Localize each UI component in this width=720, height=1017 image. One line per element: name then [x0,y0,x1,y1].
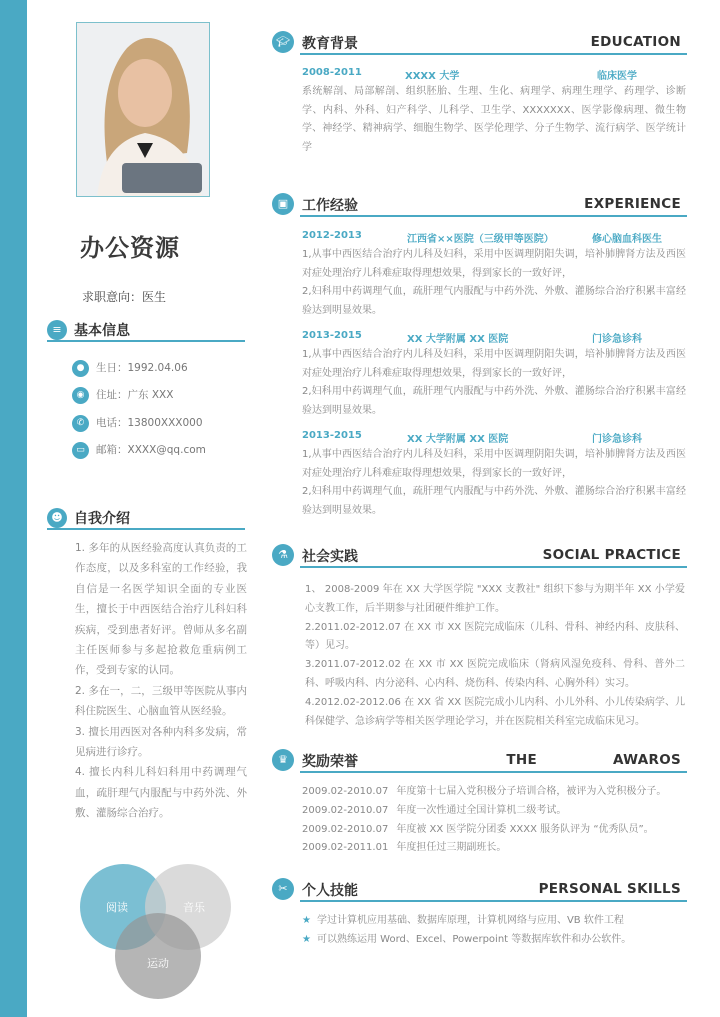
education-courses: 系统解剖、局部解剖、组织胚胎、生理、生化、病理学、病理生理学、药理学、诊断学、内科、外科、妇产科学、儿科学、卫生学、XXXXXXX、医学影像病理、微生物学、神经学、精神病学、细胞生物学、医学伦理学、分子生物学、流行病学、医学统计学 [302,86,686,153]
award-date: 2009.02-2010.07 [302,804,389,816]
award-item [302,821,687,840]
education-school: XXXX 大学 [405,71,460,82]
job-org: XX 大学附属 XX 医院 [407,434,509,445]
info-label: 住址：广东 XXX [96,389,174,401]
award-date: 2009.02-2011.01 [302,842,389,854]
job-role: 修心脑血科医生 [592,234,662,245]
social-item: 4.2012.02-2012.06 在 XX 省 XX 医院完成小儿内科、小儿外科、小儿传染病学、儿科保健学、急诊病学等相关医学理论学习，并在医院相关科室完成临床见习。 [305,696,685,727]
job-entry [302,230,687,320]
hobbies-venn [47,864,247,1014]
social-list [305,581,685,731]
self-intro-text [75,538,247,824]
job-period: 2013-2015 [302,430,362,441]
award-item [302,802,687,821]
job-org: XX 大学附属 XX 医院 [407,334,509,345]
experience-title: 工作经验 [302,198,358,214]
education-body [302,67,687,157]
mail-icon: ▭ [72,442,89,459]
hobby-reading: 阅读 [80,864,166,950]
candidate-name: 办公资源 [80,234,180,262]
graduation-cap-icon: 🎓︎ [272,31,294,53]
self-intro-title: 自我介绍 [74,511,130,527]
skill-text: 学过计算机应用基础、数据库原理，计算机网络与应用、VB 软件工程 [316,914,624,926]
skills-title: 个人技能 [302,882,358,899]
skills-title-en: PERSONAL SKILLS [538,880,681,897]
award-list [302,783,687,857]
award-text: 年度第十七届入党积极分子培训合格，被评为入党积极分子。 [396,786,667,798]
social-item: 3.2011.07-2012.02 在 XX 市 XX 医院完成临床（肾病风湿免疫科、骨科、普外二科、呼吸内科、内分泌科、心内科、烧伤科、传染内科、心胸外科）实习。 [305,659,685,689]
hobby-sports: 运动 [115,913,201,999]
job-role: 门诊急诊科 [592,434,642,445]
award-text: 年度被 XX 医学院分团委 XXXX 服务队评为 “优秀队员”。 [396,823,654,835]
header-divider [300,900,687,902]
phone-icon: ✆ [72,415,89,432]
header-divider [300,566,687,568]
job-org: 江西省××医院（三级甲等医院） [407,234,554,245]
info-label: 生日：1992.04.06 [96,362,188,374]
header-divider [300,215,687,217]
awards-title-en: AWAROS [613,752,681,769]
social-title-en: SOCIAL PRACTICE [542,547,681,563]
experience-title-en: EXPERIENCE [584,196,681,212]
info-label: 电话：13800XXX000 [96,417,203,429]
briefcase-icon: ▣ [272,193,294,215]
right-column [272,31,687,949]
job-duty: 1,从事中西医结合治疗内儿科及妇科，采用中医调理阴阳失调，培补肺脾肾方法及西医对症处理治疗儿科难症取得理想效果，得到家长的一致好评， [302,249,686,279]
education-row [302,67,687,83]
job-row [302,230,687,246]
basic-info-title: 基本信息 [74,323,130,339]
skill-item [302,911,687,930]
job-duty: 1,从事中西医结合治疗内儿科及妇科，采用中医调理阴阳失调，培补肺脾肾方法及西医对症处理治疗儿科难症取得理想效果，得到家长的一致好评， [302,349,686,379]
award-item [302,783,687,802]
skill-list [302,911,687,949]
job-entry [302,330,687,420]
person-icon: ● [72,360,89,377]
location-icon: ◉ [72,387,89,404]
education-major: 临床医学 [597,71,637,82]
job-role: 门诊急诊科 [592,334,642,345]
basic-info-header [47,320,245,342]
education-title-en: EDUCATION [590,34,681,50]
hobby-music: 音乐 [145,864,231,950]
job-intent: 求职意向：医生 [82,290,167,304]
education-period: 2008-2011 [302,67,362,78]
trophy-icon: ♛ [272,749,294,771]
job-duty: 1,从事中西医结合治疗内儿科及妇科，采用中医调理阴阳失调，培补肺脾肾方法及西医对症处理治疗儿科难症取得理想效果，得到家长的一致好评， [302,449,686,479]
star-icon: ★ [302,933,311,945]
experience-body [302,230,687,520]
job-period: 2013-2015 [302,330,362,341]
award-date: 2009.02-2010.07 [302,786,389,798]
experience-header [272,193,687,217]
self-intro-paragraph: 2. 多在一，二，三级甲等医院从事内科住院医生、心脑血管从医经验。 [75,684,247,718]
social-title: 社会实践 [302,549,358,565]
flask-icon: ⚗ [272,544,294,566]
awards-title-en: THE [506,752,537,769]
users-icon: ☻ [47,508,67,528]
info-label: 邮箱：XXXX@qq.com [96,444,206,456]
info-phone [72,414,203,432]
job-period: 2012-2013 [302,230,362,241]
job-description [302,246,686,320]
info-email [72,441,206,459]
header-divider [300,771,687,773]
info-address [72,386,173,404]
self-intro-header [47,508,245,530]
info-birthday [72,359,188,377]
job-row [302,430,687,446]
skill-item [302,930,687,949]
social-header [272,544,687,568]
left-lower-column [47,508,247,1014]
job-entry [302,430,687,520]
job-row [302,330,687,346]
award-date: 2009.02-2010.07 [302,823,389,835]
profile-photo [76,22,210,197]
job-description [302,346,686,420]
skill-text: 可以熟练运用 Word、Excel、Powerpoint 等数据库软件和办公软件。 [316,933,632,945]
id-card-icon: ≡ [47,320,67,340]
job-duty: 2,妇科用中药调理气血，疏肝理气内服配与中药外洗、外敷、灌肠综合治疗积累丰富经验达到明显效果。 [302,386,686,416]
left-accent-bar [0,0,27,1017]
portrait-image [77,23,210,197]
job-description [302,446,686,520]
awards-title: 奖励荣誉 [302,754,358,771]
education-title: 教育背景 [302,36,358,52]
job-duty: 2,妇科用中药调理气血，疏肝理气内服配与中药外洗、外敷、灌肠综合治疗积累丰富经验达到明显效果。 [302,286,686,316]
job-duty: 2,妇科用中药调理气血，疏肝理气内服配与中药外洗、外敷、灌肠综合治疗积累丰富经验达到明显效果。 [302,486,686,516]
header-divider [300,53,687,55]
award-text: 年度一次性通过全国计算机二级考试。 [396,804,567,816]
self-intro-paragraph: 3. 擅长用西医对各种内科多发病，常见病进行诊疗。 [75,725,247,759]
awards-header [272,749,687,773]
star-icon: ★ [302,914,311,926]
social-item: 1、 2008-2009 年在 XX 大学医学院 "XXX 支教社" 组织下参与为期半年 XX 小学爱心支教工作，后半期参与社团硬件维护工作。 [305,584,685,614]
self-intro-paragraph: 4. 擅长内科儿科妇科用中药调理气血，疏肝理气内服配与中药外洗、外敷、灌肠综合治疗。 [75,766,247,820]
education-header [272,31,687,55]
tools-icon: ✂ [272,878,294,900]
award-text: 年度担任过三期副班长。 [396,842,507,854]
award-item [302,839,687,858]
self-intro-paragraph: 1. 多年的从医经验高度认真负责的工作态度，以及多科室的工作经验，我自信是一名医学知识全面的专业医生，擅长于中西医结合治疗儿科妇科疾病，受到患者好评。曾师从多名副主任医师参与多起抢救危重病例工作，受到专家的认同。 [75,542,247,677]
skills-header [272,878,687,902]
social-item: 2.2011.02-2012.07 在 XX 市 XX 医院完成临床（儿科、骨科、神经内科、皮肤科、等）见习。 [305,621,685,652]
